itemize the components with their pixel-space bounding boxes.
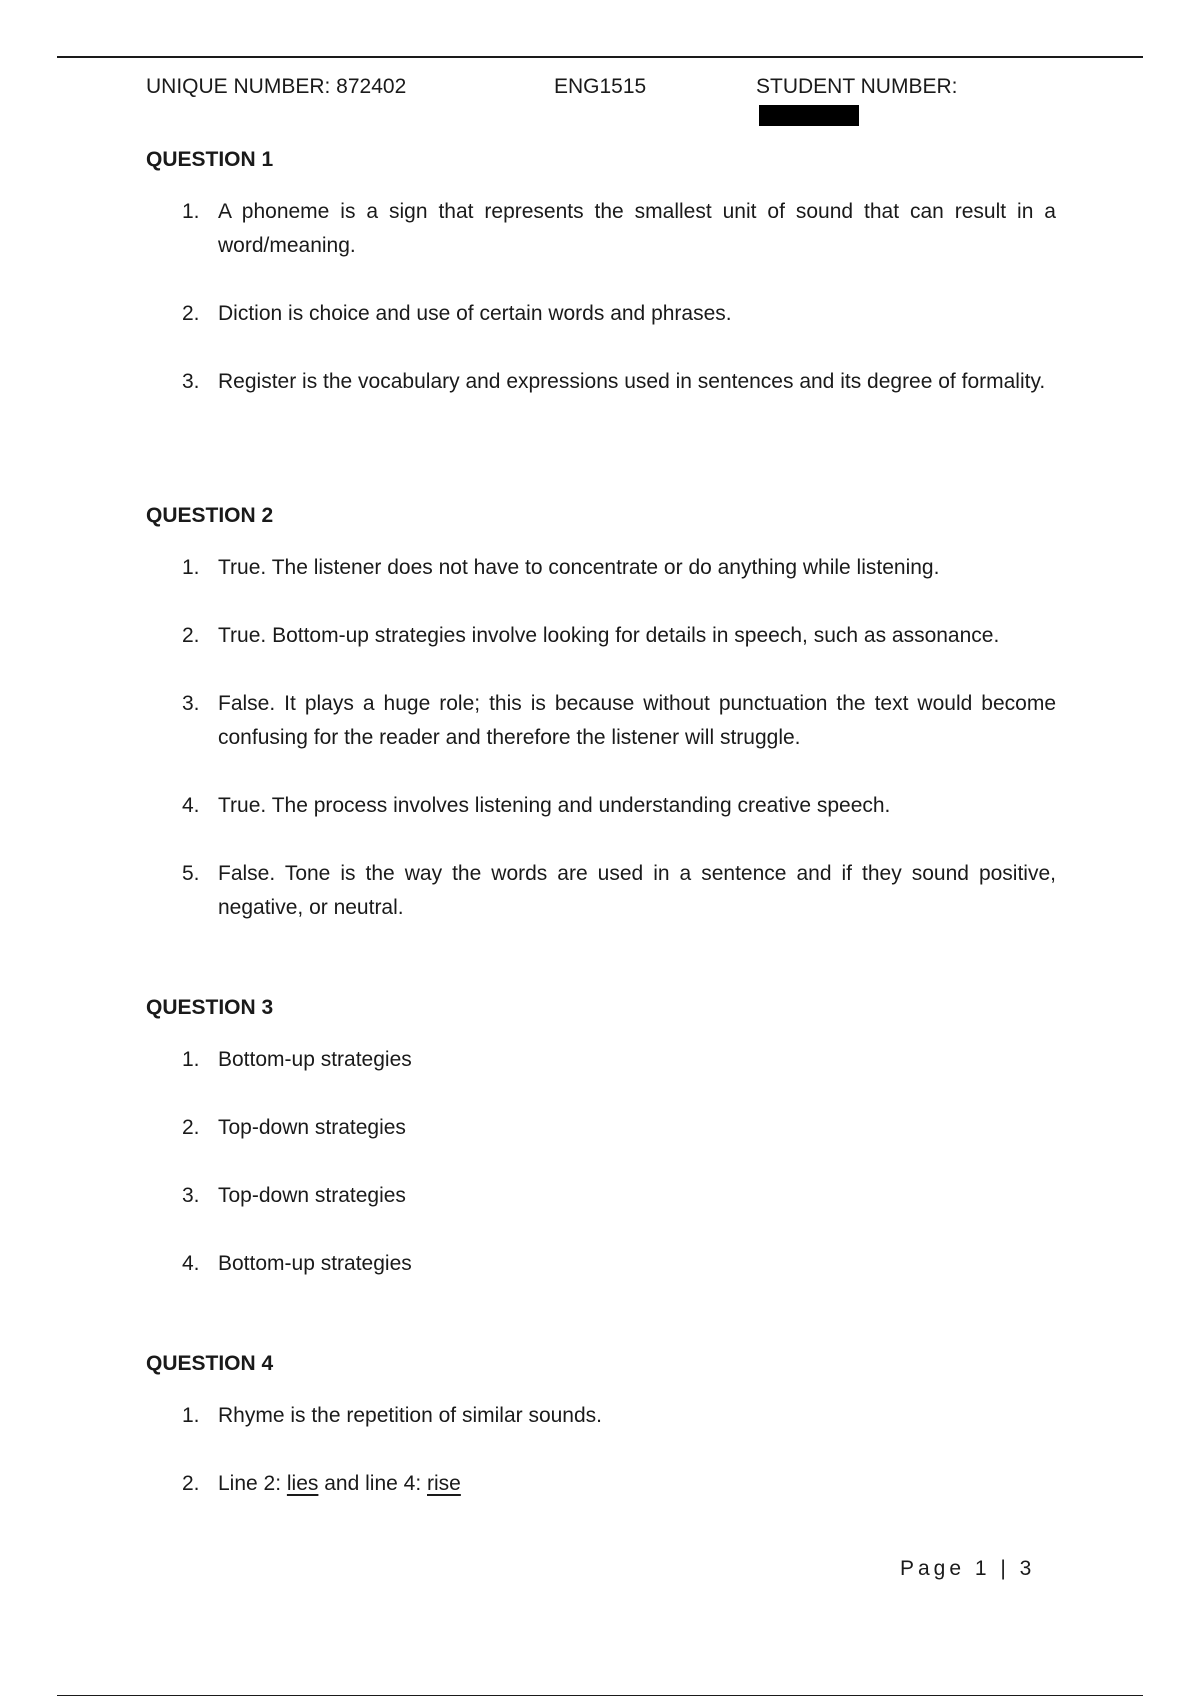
- item-number: 2.: [182, 1116, 200, 1139]
- question-3-section: [146, 994, 1056, 1315]
- item-text: Register is the vocabulary and expressions used in sentences and its degree of formality.: [218, 370, 1046, 393]
- top-rule: [57, 56, 1143, 58]
- answer-list: [146, 551, 1056, 925]
- item-text: False. It plays a huge role; this is because without punctuation the text would become confusing for the reader and therefore the listener will struggle.: [218, 692, 1056, 749]
- item-prefix: Line 2:: [218, 1472, 287, 1495]
- item-text: Rhyme is the repetition of similar sounds.: [218, 1404, 602, 1427]
- student-number: [756, 72, 1056, 132]
- question-title: QUESTION 3: [146, 996, 274, 1019]
- list-item: [146, 195, 1056, 263]
- list-item: [146, 619, 1056, 653]
- list-item: [146, 1043, 1056, 1077]
- item-number: 3.: [182, 692, 200, 715]
- item-text: True. The listener does not have to concentrate or do anything while listening.: [218, 556, 940, 579]
- list-item: [146, 1111, 1056, 1145]
- underlined-word-rise: rise: [427, 1472, 461, 1495]
- item-text: Bottom-up strategies: [218, 1252, 412, 1275]
- question-title: QUESTION 1: [146, 148, 274, 171]
- unique-number: UNIQUE NUMBER: 872402: [146, 75, 407, 98]
- question-2-section: [146, 502, 1056, 959]
- redaction-bar: [759, 105, 859, 126]
- list-item: [146, 1247, 1056, 1281]
- item-number: 1.: [182, 200, 200, 223]
- item-text: True. The process involves listening and understanding creative speech.: [218, 794, 891, 817]
- student-number-label: STUDENT NUMBER:: [756, 75, 958, 98]
- item-text: True. Bottom-up strategies involve looking for details in speech, such as assonance.: [218, 624, 1000, 647]
- item-text: Top-down strategies: [218, 1116, 406, 1139]
- list-item: [146, 857, 1056, 925]
- item-text: A phoneme is a sign that represents the smallest unit of sound that can result in a word/meaning.: [218, 200, 1056, 257]
- item-number: 1.: [182, 1404, 200, 1427]
- question-4-section: [146, 1350, 1056, 1535]
- item-number: 3.: [182, 370, 200, 393]
- item-number: 4.: [182, 1252, 200, 1275]
- item-text: Diction is choice and use of certain words and phrases.: [218, 302, 732, 325]
- item-number: 1.: [182, 556, 200, 579]
- underlined-word-lies: lies: [286, 1472, 319, 1495]
- item-number: 3.: [182, 1184, 200, 1207]
- item-number: 4.: [182, 794, 200, 817]
- question-title: QUESTION 2: [146, 504, 274, 527]
- answer-list: [146, 195, 1056, 399]
- item-number: 2.: [182, 1472, 200, 1495]
- item-text: Top-down strategies: [218, 1184, 406, 1207]
- list-item: [146, 687, 1056, 755]
- list-item: [146, 551, 1056, 585]
- question-title: QUESTION 4: [146, 1352, 274, 1375]
- list-item: [146, 297, 1056, 331]
- page-header: [146, 72, 1056, 102]
- list-item: [146, 789, 1056, 823]
- bottom-rule: [57, 1695, 1143, 1696]
- list-item: [146, 1179, 1056, 1213]
- course-code: ENG1515: [554, 75, 647, 98]
- item-text: Bottom-up strategies: [218, 1048, 412, 1071]
- list-item: [146, 1399, 1056, 1433]
- item-number: 1.: [182, 1048, 200, 1071]
- item-middle: and line 4:: [318, 1472, 427, 1495]
- answer-list: [146, 1399, 1056, 1501]
- item-number: 5.: [182, 862, 200, 885]
- answer-list: [146, 1043, 1056, 1281]
- question-1-section: [146, 146, 1056, 433]
- item-number: 2.: [182, 302, 200, 325]
- item-number: 2.: [182, 624, 200, 647]
- list-item: [146, 1467, 1056, 1501]
- list-item: [146, 365, 1056, 399]
- item-text: False. Tone is the way the words are used in a sentence and if they sound positive, negative, or neutral.: [218, 862, 1056, 919]
- page-number: Page 1 | 3: [900, 1557, 1036, 1580]
